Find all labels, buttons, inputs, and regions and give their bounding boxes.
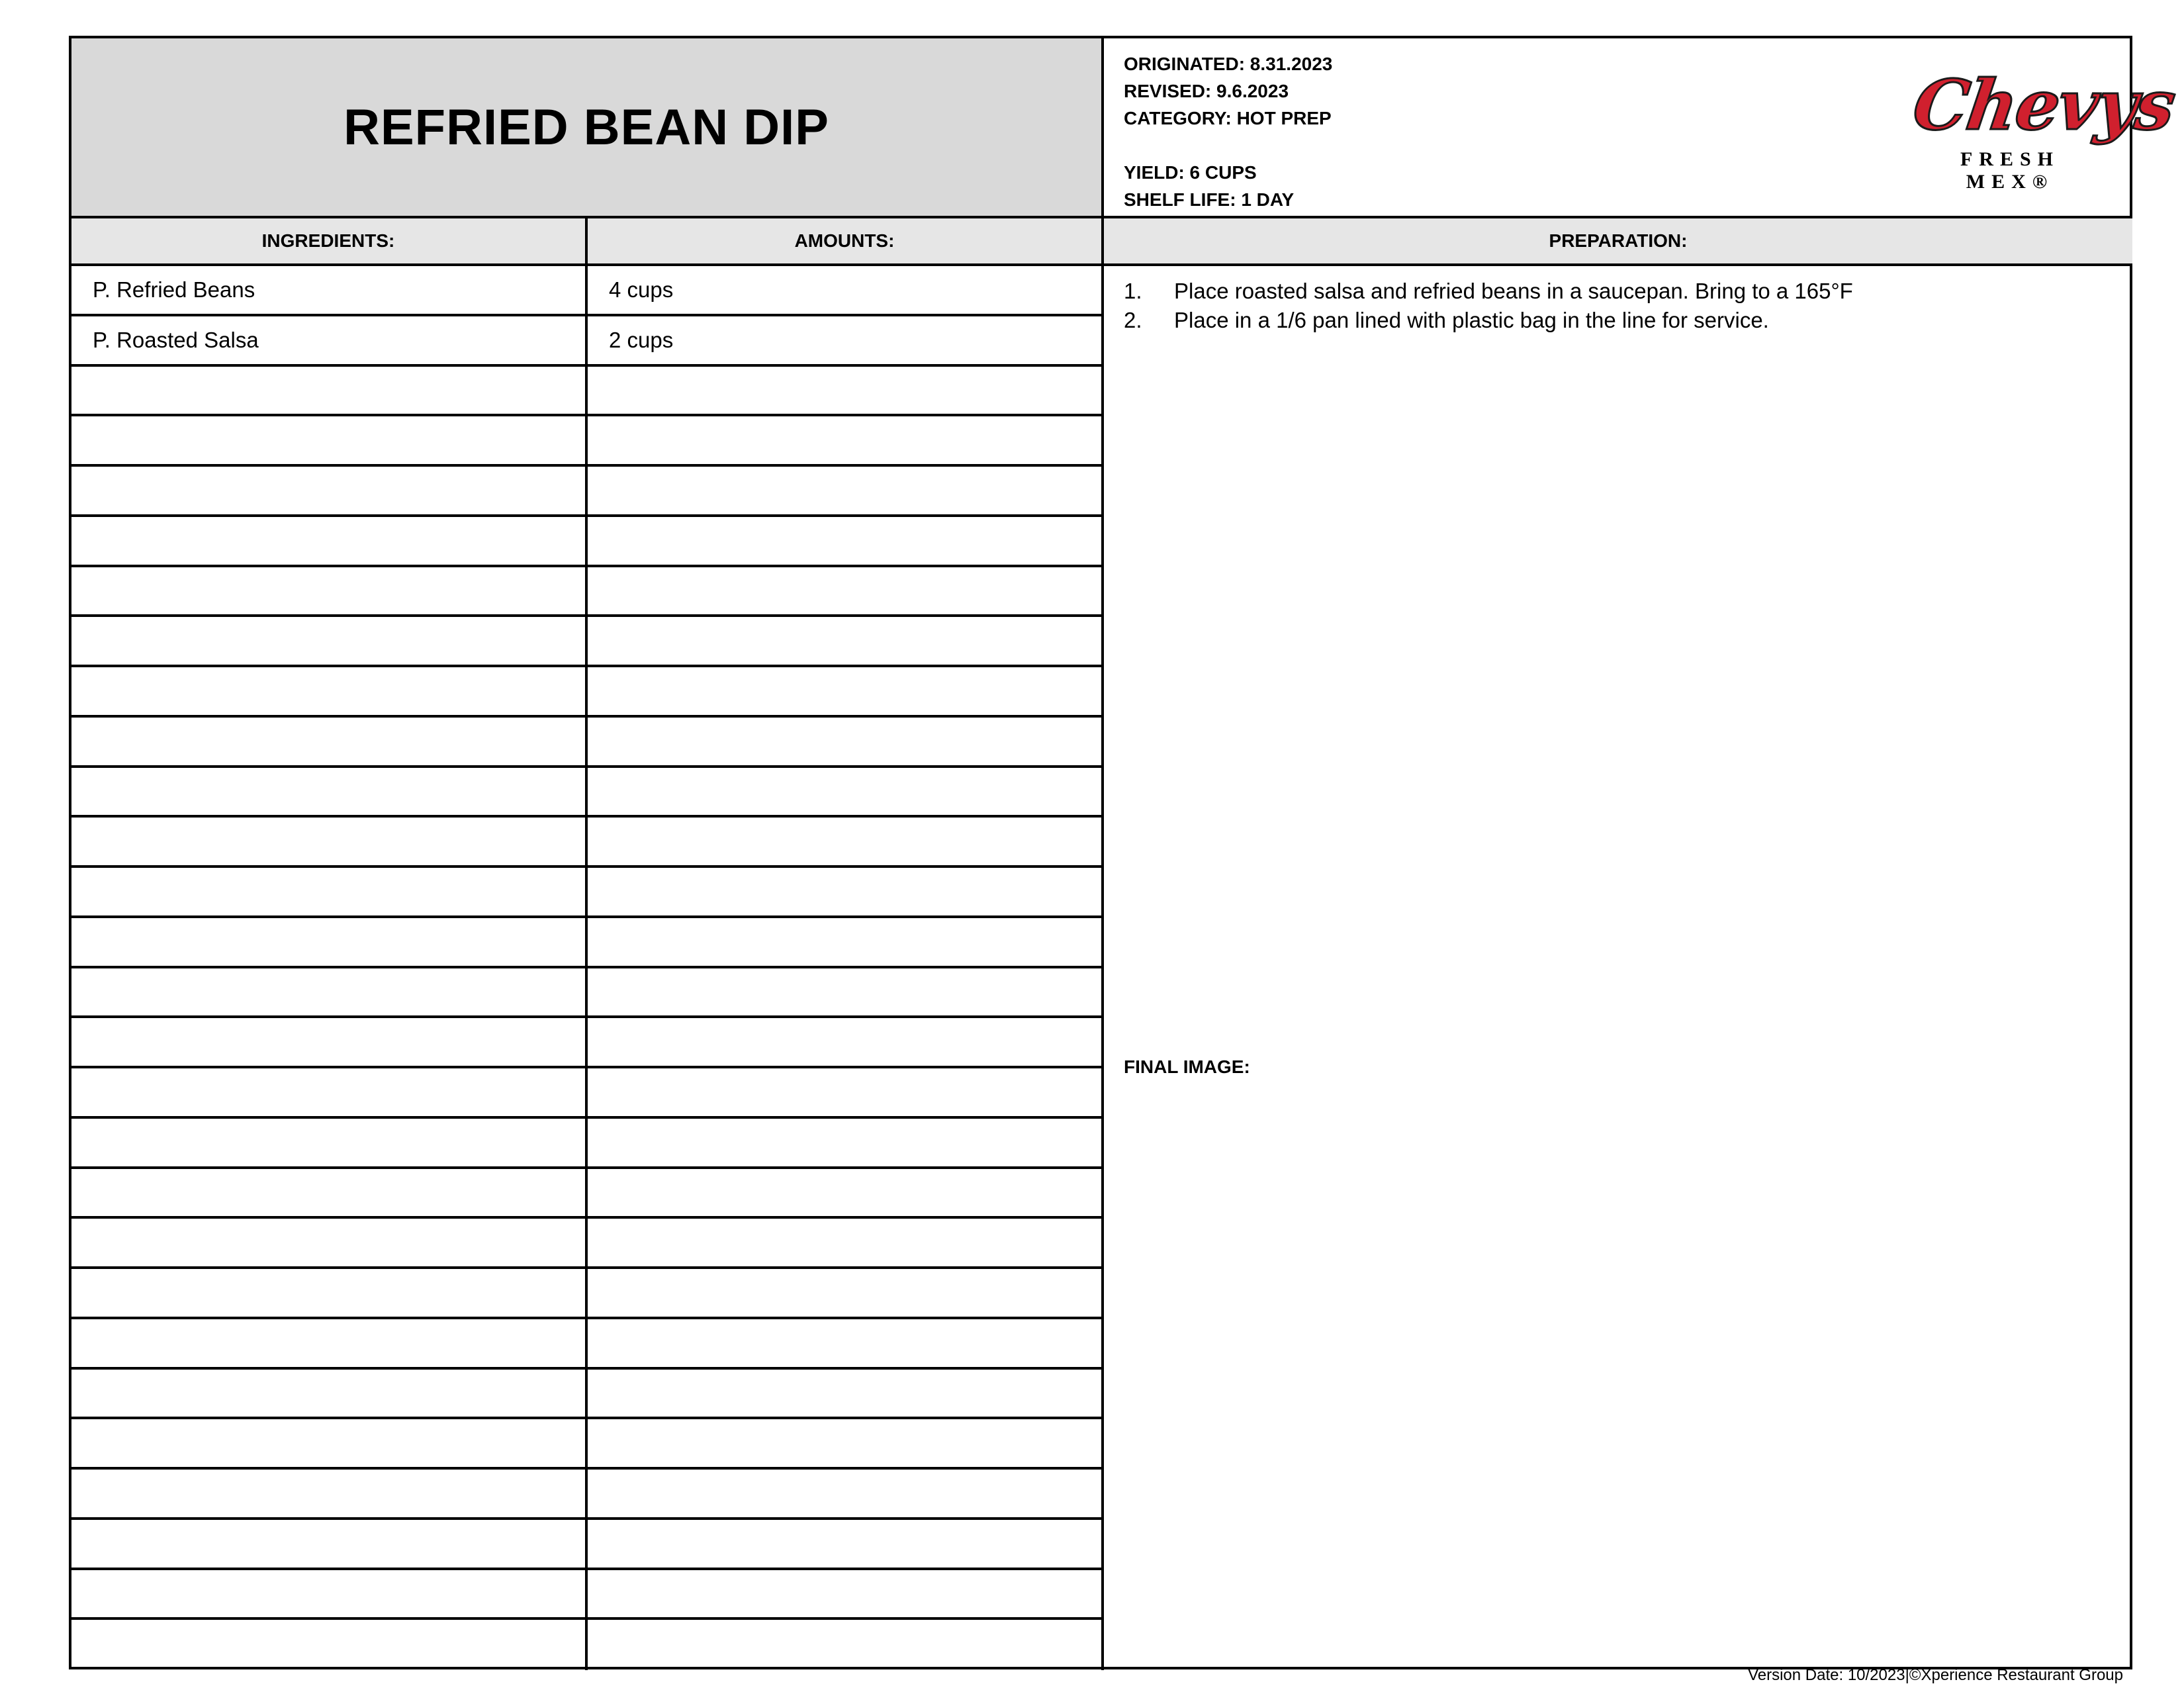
amount-cell: [588, 1470, 1104, 1517]
table-row: [71, 1520, 1104, 1570]
ingredient-cell: P. Roasted Salsa: [71, 316, 588, 364]
meta-info: [1124, 50, 1332, 213]
amount-cell: [588, 1319, 1104, 1367]
amount-cell: [588, 1520, 1104, 1568]
step-text: Place roasted salsa and refried beans in a saucepan. Bring to a 165°F: [1174, 279, 1853, 303]
ingredient-cell: [71, 768, 588, 816]
table-row: [71, 367, 1104, 417]
ingredient-cell: [71, 1520, 588, 1568]
table-row: [71, 667, 1104, 718]
shelf-life: SHELF LIFE: 1 DAY: [1124, 189, 1295, 210]
amount-cell: [588, 918, 1104, 966]
table-row: [71, 1068, 1104, 1119]
amount-cell: [588, 1419, 1104, 1467]
amount-cell: 2 cups: [588, 316, 1104, 364]
table-row: [71, 416, 1104, 467]
title-panel: [71, 38, 1104, 218]
revised-date: REVISED: 9.6.2023: [1124, 81, 1289, 101]
amount-cell: [588, 1370, 1104, 1417]
ingredient-cell: [71, 667, 588, 715]
ingredient-cell: [71, 1370, 588, 1417]
table-row: [71, 1319, 1104, 1370]
amount-cell: [588, 367, 1104, 414]
category: CATEGORY: HOT PREP: [1124, 108, 1332, 128]
table-row: [71, 467, 1104, 517]
amount-cell: [588, 1119, 1104, 1166]
ingredient-cell: [71, 367, 588, 414]
amount-cell: [588, 968, 1104, 1016]
preparation-step: [1124, 306, 1853, 335]
table-row: [71, 567, 1104, 618]
table-row: [71, 617, 1104, 667]
yield: YIELD: 6 CUPS: [1124, 162, 1257, 183]
ingredient-cell: [71, 1620, 588, 1670]
table-row: [71, 818, 1104, 868]
preparation-steps: [1124, 277, 1853, 335]
ingredient-cell: [71, 1419, 588, 1467]
amount-cell: [588, 1570, 1104, 1618]
recipe-card: [69, 36, 2179, 1669]
ingredient-cell: [71, 517, 588, 565]
preparation-step: [1124, 277, 1853, 306]
step-text: Place in a 1/6 pan lined with plastic bag in the line for service.: [1174, 308, 1769, 332]
table-row: [71, 768, 1104, 818]
ingredient-cell: [71, 467, 588, 514]
table-row: [71, 316, 1104, 367]
table-row: [71, 1370, 1104, 1420]
ingredient-cell: [71, 1169, 588, 1217]
table-row: [71, 1269, 1104, 1319]
final-image-label: FINAL IMAGE:: [1124, 1056, 1250, 1077]
ingredient-cell: [71, 1570, 588, 1618]
ingredient-cell: [71, 918, 588, 966]
table-row: [71, 1620, 1104, 1670]
table-row: [71, 1119, 1104, 1169]
ingredient-cell: [71, 416, 588, 464]
amount-cell: [588, 1169, 1104, 1217]
version-footer: Version Date: 10/2023|©Xperience Restaurant Group: [1748, 1666, 2123, 1684]
ingredient-cell: [71, 1470, 588, 1517]
ingredient-cell: [71, 1269, 588, 1317]
amount-cell: [588, 1620, 1104, 1670]
logo-tagline: FRESH MEX®: [1960, 148, 2060, 193]
logo-wordmark: Chevys: [1908, 64, 2179, 146]
amount-cell: [588, 517, 1104, 565]
amount-cell: [588, 617, 1104, 665]
recipe-title: REFRIED BEAN DIP: [343, 99, 829, 156]
amount-cell: [588, 1018, 1104, 1066]
ingredient-cell: [71, 617, 588, 665]
ingredient-cell: [71, 1119, 588, 1166]
table-row: [71, 868, 1104, 918]
table-row: [71, 718, 1104, 768]
amount-cell: [588, 567, 1104, 615]
amount-cell: [588, 1269, 1104, 1317]
amount-cell: [588, 1219, 1104, 1266]
preparation-panel: [1104, 266, 2132, 1667]
amount-cell: [588, 1068, 1104, 1116]
table-row: [71, 1470, 1104, 1520]
table-row: [71, 968, 1104, 1019]
table-row: [71, 1419, 1104, 1470]
ingredient-cell: [71, 1018, 588, 1066]
amount-cell: [588, 467, 1104, 514]
ingredient-table: [71, 266, 1104, 1670]
amounts-header: AMOUNTS:: [588, 218, 1104, 266]
chevys-logo: [1908, 62, 2179, 193]
table-row: [71, 1219, 1104, 1269]
ingredient-cell: [71, 1219, 588, 1266]
amount-cell: [588, 868, 1104, 915]
ingredient-cell: [71, 718, 588, 765]
table-row: [71, 918, 1104, 968]
ingredient-cell: P. Refried Beans: [71, 266, 588, 314]
ingredient-cell: [71, 567, 588, 615]
ingredient-cell: [71, 868, 588, 915]
amount-cell: [588, 718, 1104, 765]
table-row: [71, 1570, 1104, 1620]
ingredient-cell: [71, 818, 588, 865]
amount-cell: [588, 416, 1104, 464]
preparation-header: PREPARATION:: [1104, 218, 2132, 266]
table-row: [71, 1169, 1104, 1219]
ingredient-cell: [71, 1319, 588, 1367]
ingredient-cell: [71, 1068, 588, 1116]
step-number: 2.: [1124, 308, 1142, 332]
ingredients-header: INGREDIENTS:: [71, 218, 588, 266]
table-row: [71, 517, 1104, 567]
amount-cell: [588, 818, 1104, 865]
amount-cell: 4 cups: [588, 266, 1104, 314]
table-row: [71, 266, 1104, 316]
originated-date: ORIGINATED: 8.31.2023: [1124, 54, 1333, 74]
amount-cell: [588, 768, 1104, 816]
amount-cell: [588, 667, 1104, 715]
ingredient-cell: [71, 968, 588, 1016]
meta-panel: [1104, 38, 2179, 218]
step-number: 1.: [1124, 279, 1142, 303]
table-row: [71, 1018, 1104, 1068]
